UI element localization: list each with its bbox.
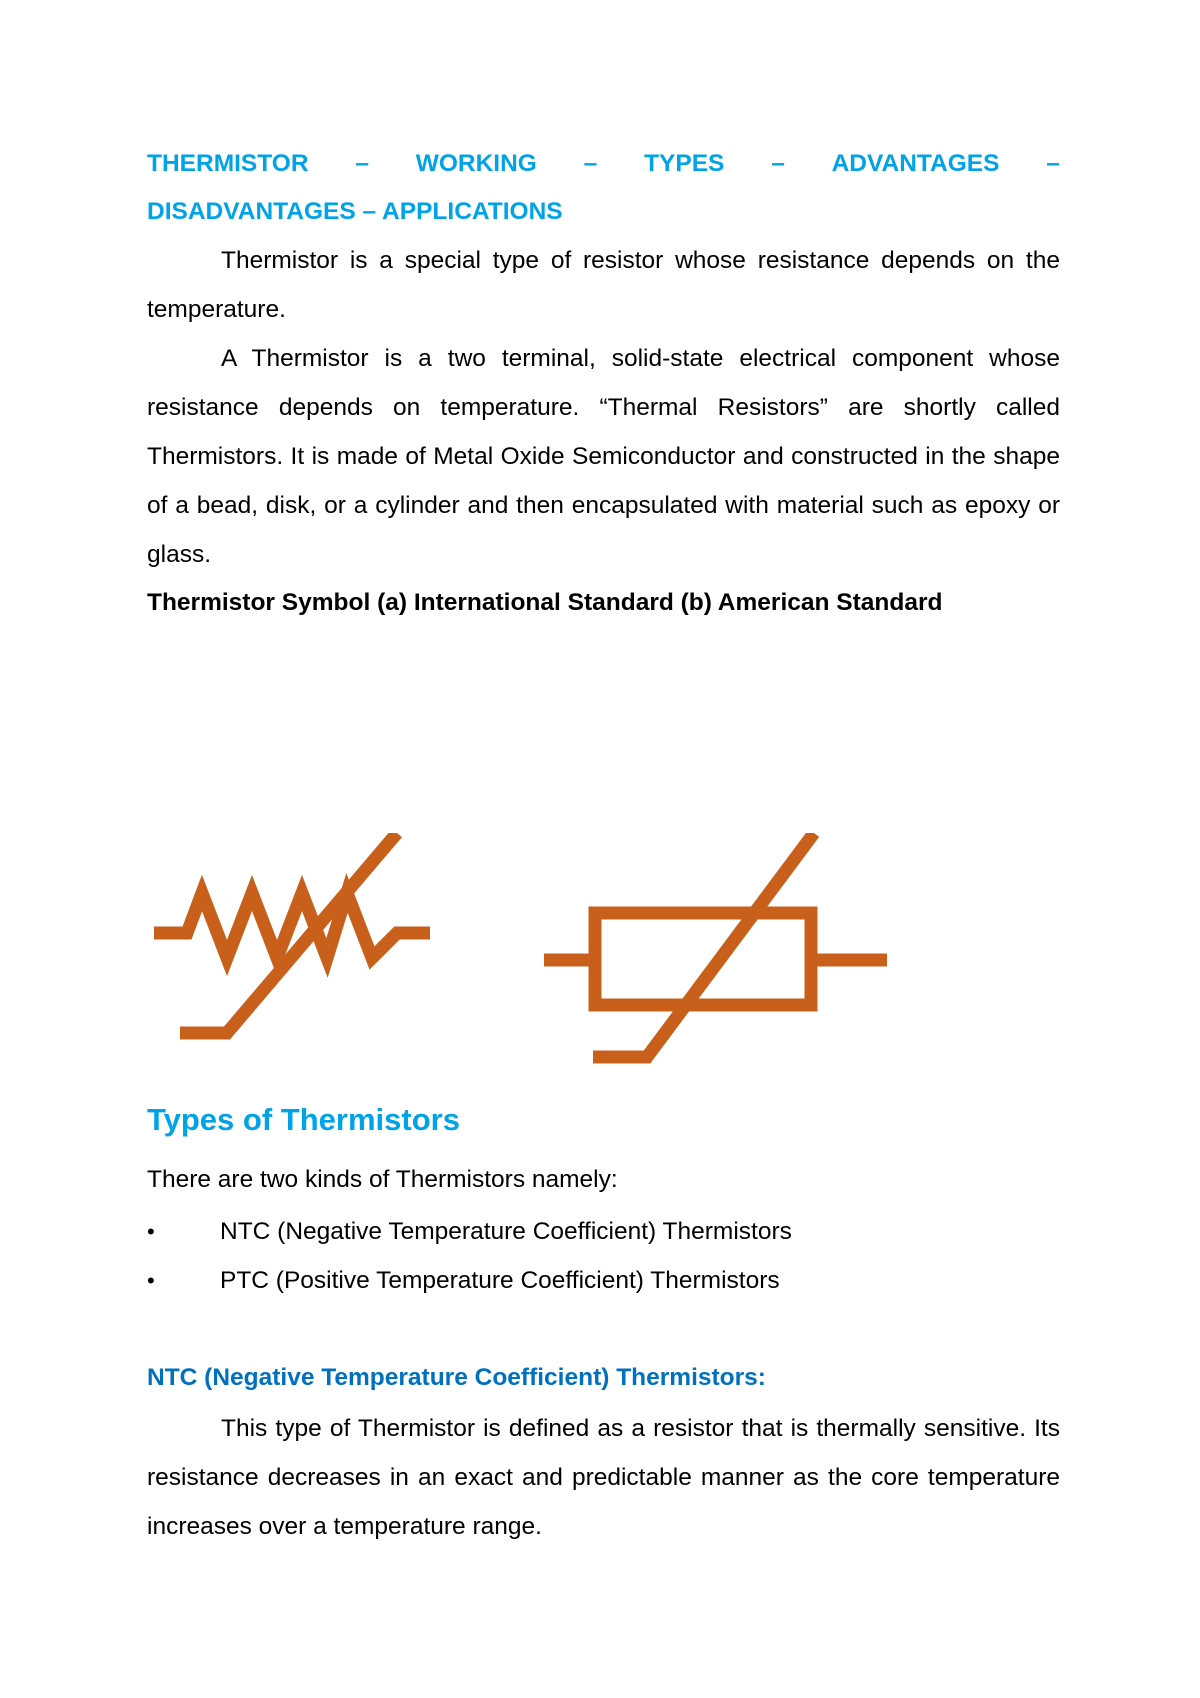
types-list (147, 1207, 792, 1305)
title-dash: – (1046, 150, 1060, 177)
ntc-section (147, 1404, 1060, 1551)
main-title-line1 (147, 140, 1060, 188)
title-dash: – (355, 150, 369, 177)
document-body (147, 140, 1060, 627)
list-item-text: PTC (Positive Temperature Coefficient) Thermistors (220, 1267, 780, 1294)
list-item-text: NTC (Negative Temperature Coefficient) Thermistors (220, 1218, 792, 1245)
bullet-icon: • (147, 1219, 155, 1244)
american-symbol-slant-line (593, 833, 814, 1057)
title-word: THERMISTOR (147, 150, 309, 177)
description-paragraph: A Thermistor is a two terminal, solid-state electrical component whose resistance depends on temperature. “Thermal Resistors” are shortly called Thermistors. It is made of Metal Oxide Semiconductor and constructed in the shape of a bead, disk, or a cylinder and then encapsulated with material such as epoxy or glass. (147, 345, 1060, 568)
ntc-heading: NTC (Negative Temperature Coefficient) Thermistors: (147, 1364, 766, 1391)
symbol-caption: Thermistor Symbol (a) International Standard (b) American Standard (147, 589, 943, 616)
bullet-icon: • (147, 1268, 155, 1293)
title-dash: – (771, 150, 785, 177)
title-dash: – (583, 150, 598, 177)
title-word: WORKING (415, 150, 537, 177)
ntc-paragraph: This type of Thermistor is defined as a resistor that is thermally sensitive. Its resistance decreases in an exact and predictable manner as the core temperature increases over a temperature range. (147, 1415, 1060, 1540)
main-title-line2: DISADVANTAGES – APPLICATIONS (147, 198, 563, 225)
types-intro: There are two kinds of Thermistors namely: (147, 1166, 618, 1193)
intro-paragraph: Thermistor is a special type of resistor whose resistance depends on the temperature. (147, 247, 1060, 323)
thermistor-symbol-figure (147, 833, 894, 1078)
types-heading: Types of Thermistors (147, 1102, 460, 1137)
list-item (147, 1256, 792, 1305)
list-item (147, 1207, 792, 1256)
title-word: TYPES (644, 150, 725, 177)
main-title (147, 140, 1060, 236)
title-word: ADVANTAGES (831, 150, 1000, 177)
